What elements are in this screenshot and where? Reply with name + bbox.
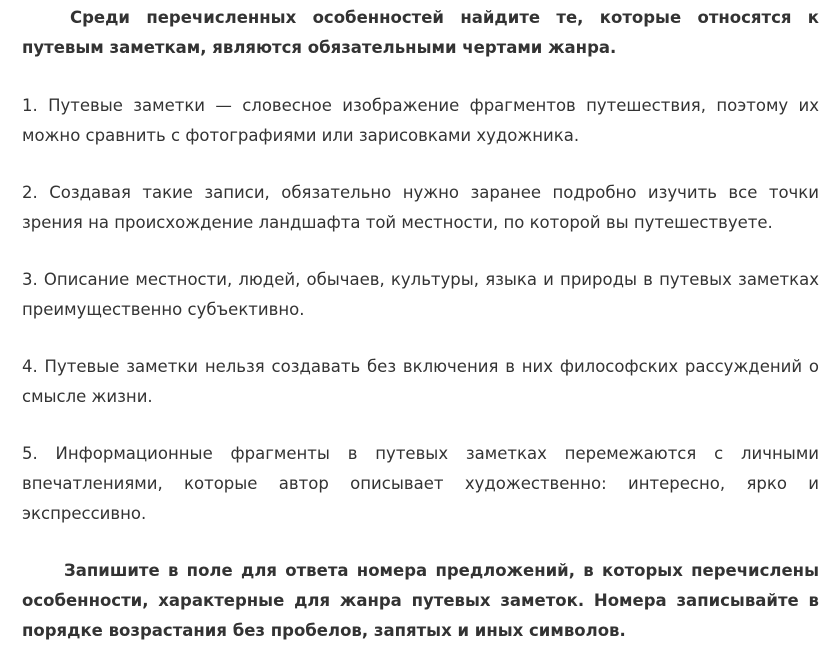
- answer-instruction: Запишите в поле для ответа номера предложений, в которых перечислены особенности, характерные для жанра путевых заметок. Номера записывайте в порядке возрастания без пробелов, запятых и иных символов.: [22, 561, 819, 640]
- statement-5: 5. Информационные фрагменты в путевых заметках перемежаются с личными впечатлениями, которые автор описывает художественно: интересно, ярко и экспрессивно.: [22, 444, 819, 523]
- statement-2: 2. Создавая такие записи, обязательно нужно заранее подробно изучить все точки зрения на происхождение ландшафта той местности, по которой вы путешествуете.: [22, 183, 819, 232]
- statement-3: 3. Описание местности, людей, обычаев, культуры, языка и природы в путевых заметках преимущественно субъективно.: [22, 270, 819, 319]
- task-content: [22, 0, 819, 646]
- statement-1: 1. Путевые заметки — словесное изображение фрагментов путешествия, поэтому их можно сравнить с фотографиями или зарисовками художника.: [22, 96, 819, 145]
- task-question: Среди перечисленных особенностей найдите те, которые относятся к путевым заметкам, являются обязательными чертами жанра.: [22, 8, 819, 57]
- statement-4: 4. Путевые заметки нельзя создавать без включения в них философских рассуждений о смысле жизни.: [22, 357, 819, 406]
